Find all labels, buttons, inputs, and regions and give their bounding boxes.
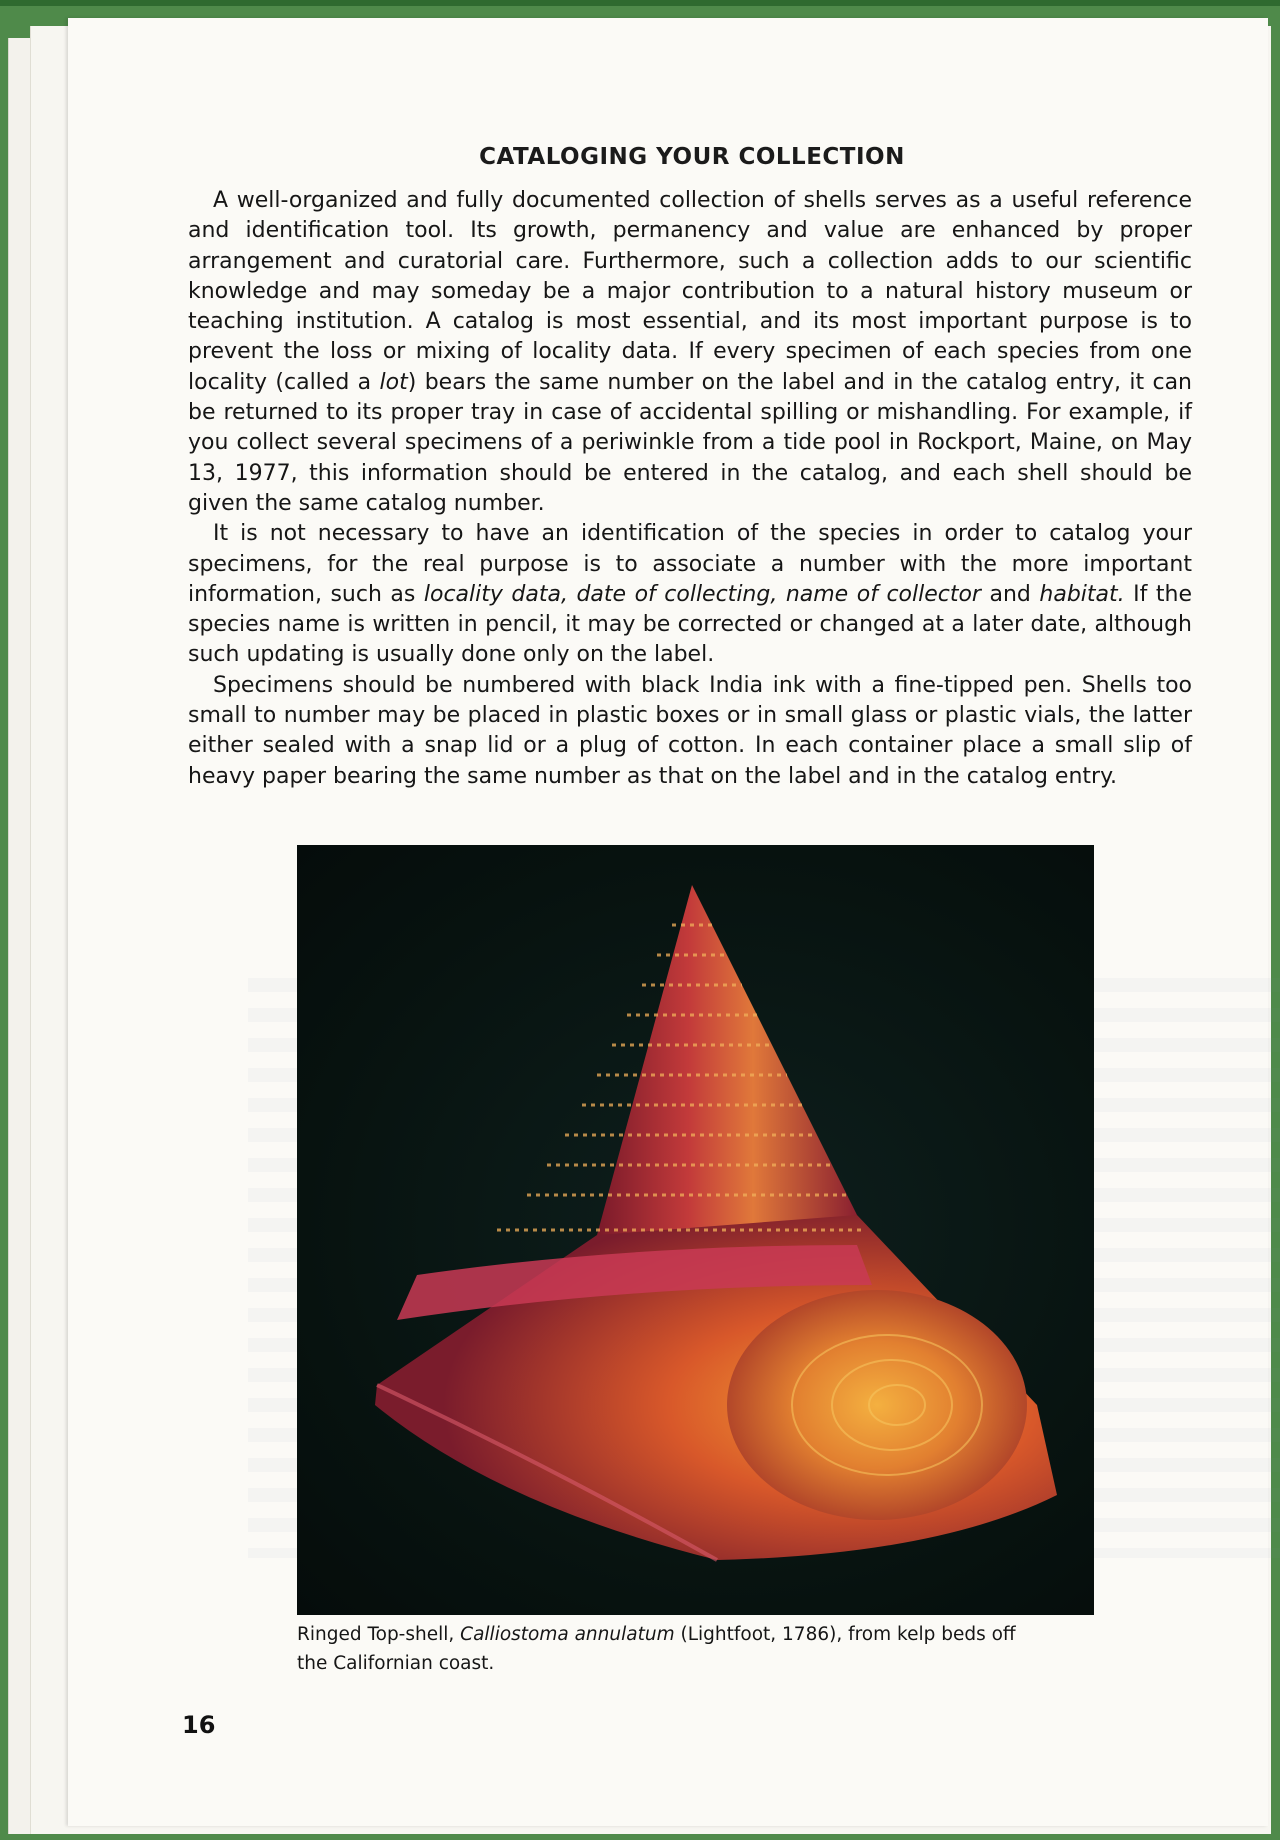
book-cover-edge: [0, 0, 1280, 6]
paragraph-3: Specimens should be numbered with black India ink with a fine-tipped pen. Shells too small to number may be placed in plastic boxes or in small glass or plastic vials, the latter either sealed with a snap lid or a plug of cotton. In each container place a small slip of heavy paper bearing the same number as that on the label and in the catalog entry.: [188, 672, 1192, 789]
page-heading: CATALOGING YOUR COLLECTION: [479, 144, 905, 170]
paragraph-1: A well-organized and fully documented collection of shells serves as a useful reference and identification tool. Its growth, permanency and value are enhanced by proper arrangement and curatorial care. Furthermore, such a collection adds to our scientific knowledge and may someday be a major contribution to a natural history museum or teaching institution. A catalog is most essential, and its most important purpose is to prevent the loss or mixing of locality data. If every specimen of each species from one locality (called a lot) bears the same number on the label and in the catalog entry, it can be returned to its proper tray in case of accidental spilling or mishandling. For example, if you collect several specimens of a periwinkle from a tide pool in Rockport, Maine, on May 13, 1977, this information should be entered in the catalog, and each shell should be given the same catalog number.: [188, 188, 1192, 516]
paragraph-2: It is not necessary to have an identification of the species in order to catalog your specimens, for the real purpose is to associate a number with the more important information, such as locality data, date of collecting, name of collector and habitat. If the species name is written in pencil, it may be corrected or changed at a later date, although such updating is usually done only on the label.: [188, 521, 1192, 668]
page-number: 16: [182, 1711, 216, 1739]
body-text: [188, 186, 1192, 792]
photo-caption: Ringed Top-shell, Calliostoma annulatum (Lightfoot, 1786), from kelp beds off the Californian coast.: [297, 1624, 1016, 1674]
shell-icon: [375, 885, 1057, 1560]
shell-photograph: [297, 845, 1094, 1615]
